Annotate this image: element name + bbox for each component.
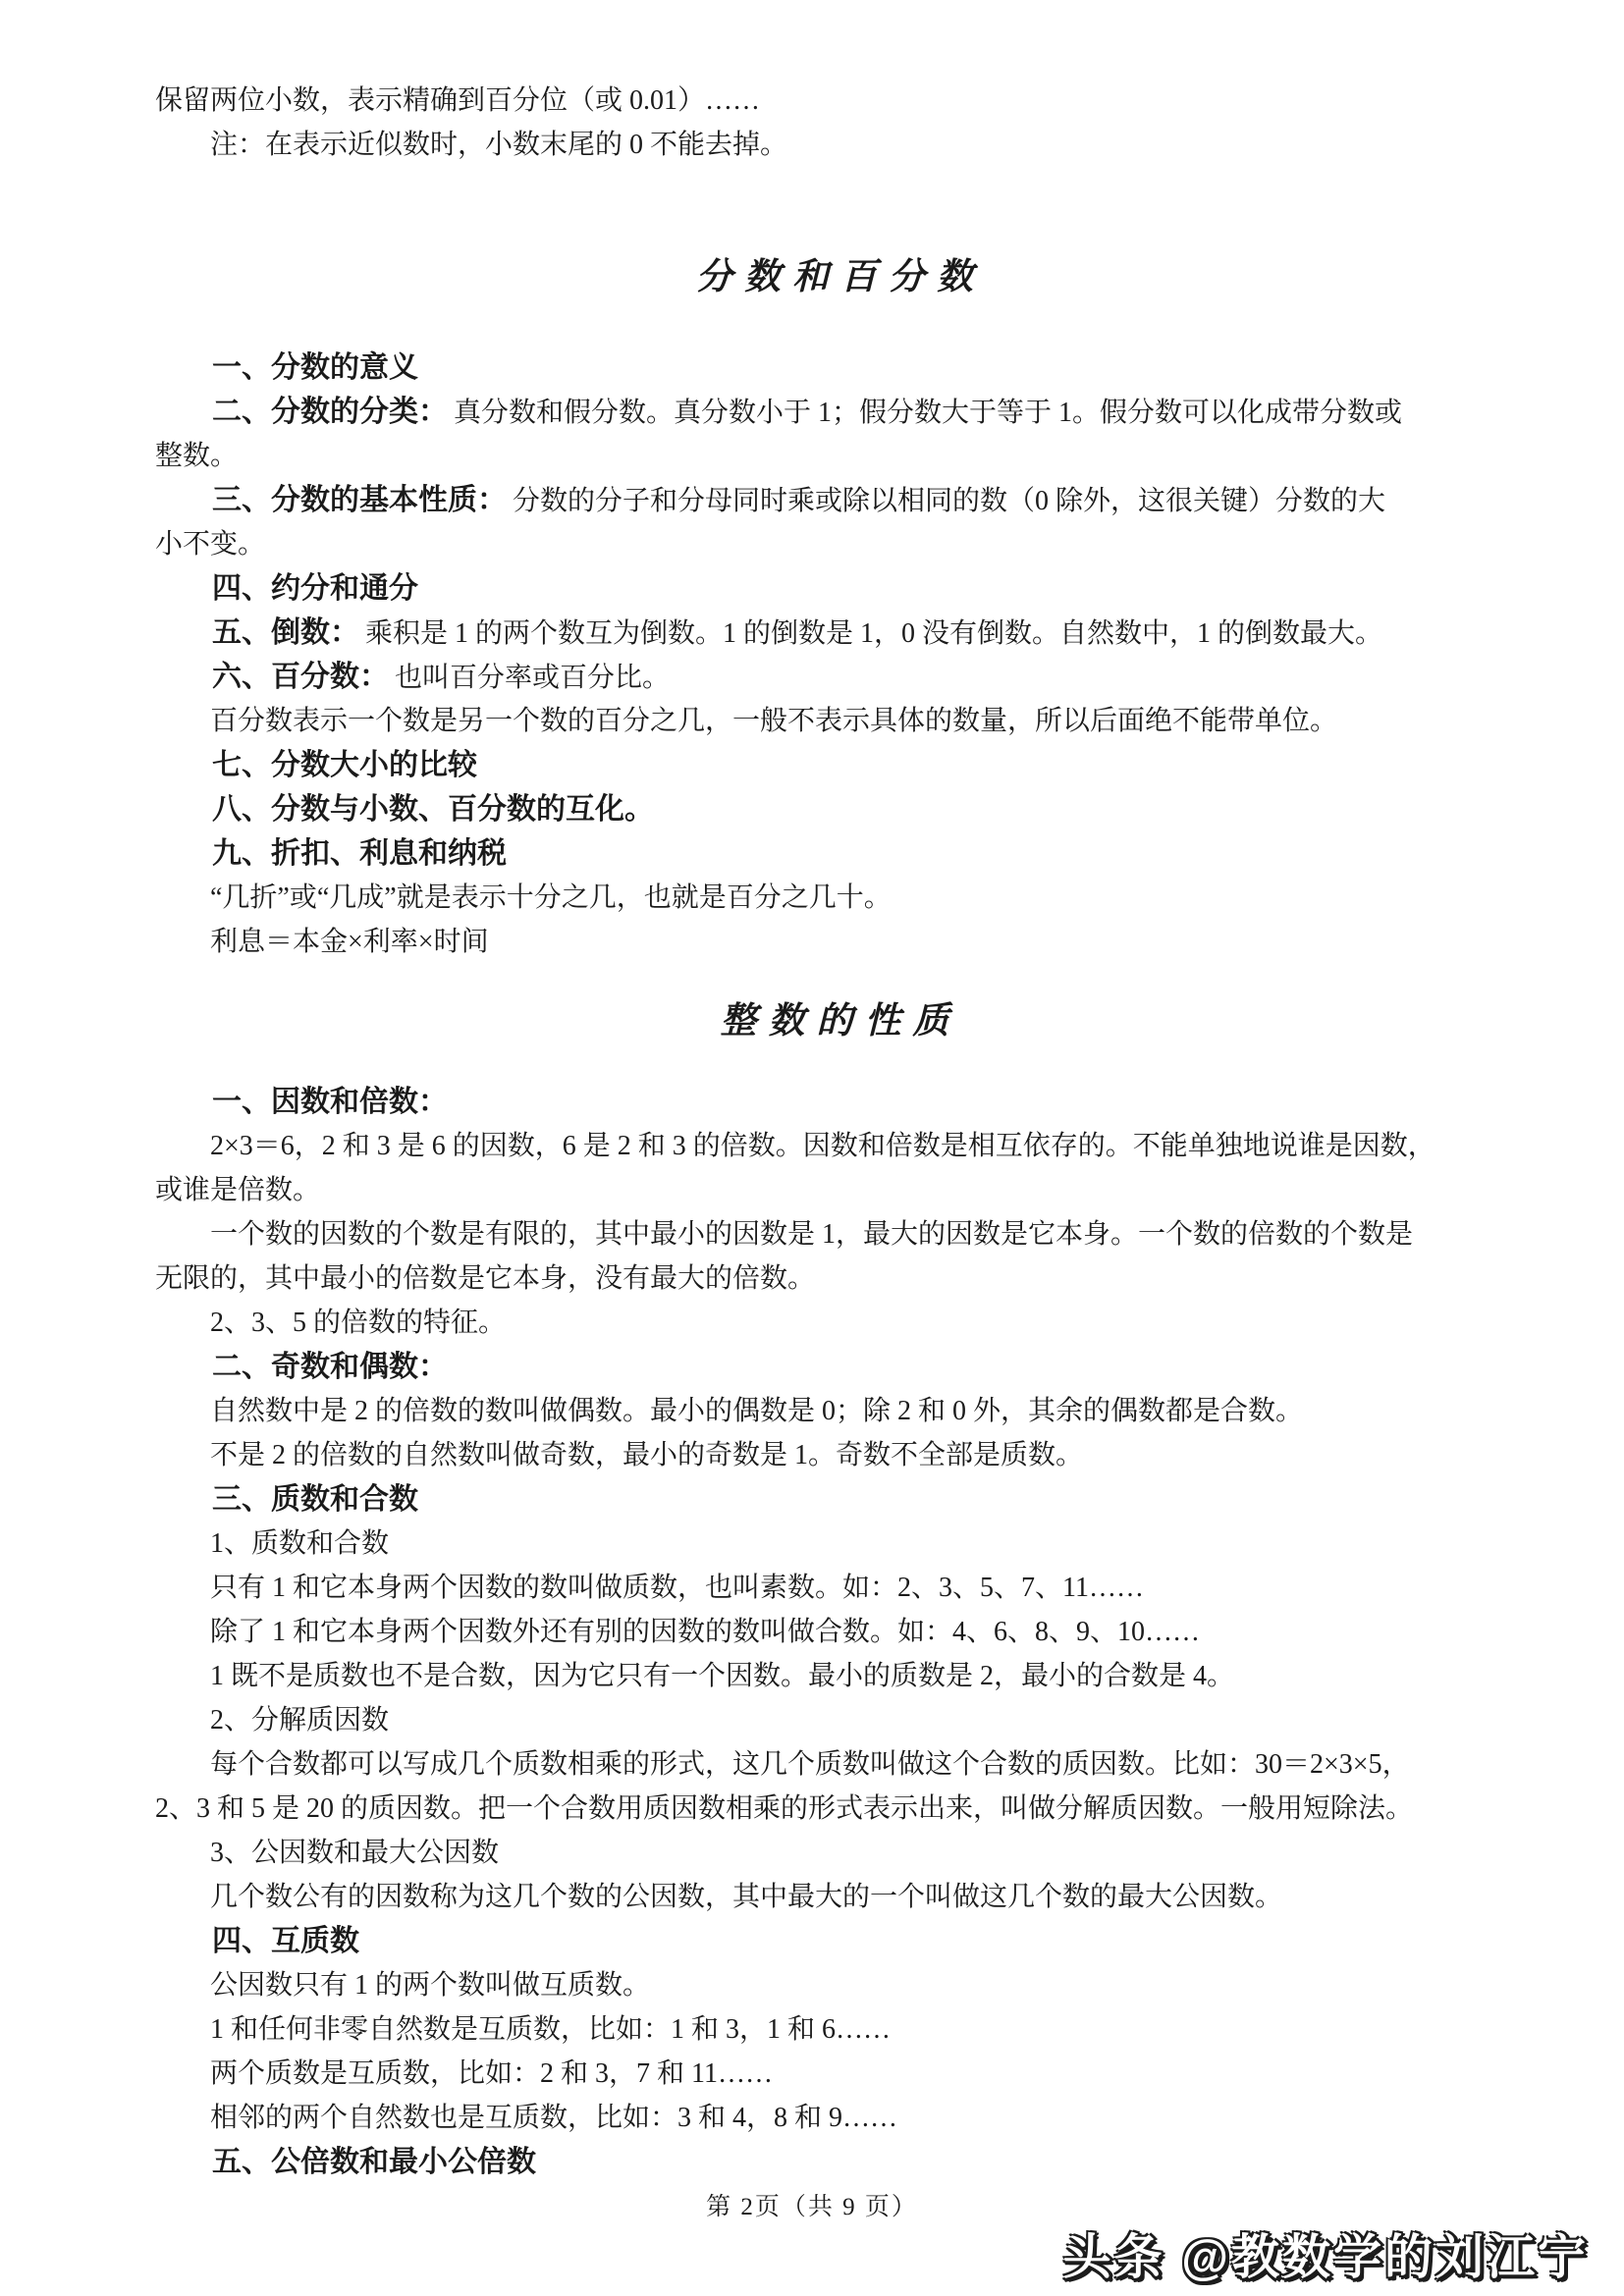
- text-line: 一个数的因数的个数是有限的，其中最小的因数是 1，最大的因数是它本身。一个数的倍数的个数是: [210, 1219, 1414, 1250]
- section-heading: [155, 390, 1526, 434]
- text-line: 或谁是倍数。: [155, 1175, 321, 1205]
- text-line: 自然数中是 2 的倍数的数叫做偶数。最小的偶数是 0；除 2 和 0 外，其余的偶数都是合数。: [210, 1396, 1304, 1426]
- section-heading: 一、因数和倍数：: [212, 1086, 448, 1118]
- text-line: 2×3＝6，2 和 3 是 6 的因数，6 是 2 和 3 的倍数。因数和倍数是相互依存的。不能单独地说谁是因数，: [210, 1131, 1435, 1161]
- text-line: 保留两位小数，表示精确到百分位（或 0.01）……: [155, 85, 761, 116]
- text-line: 除了 1 和它本身两个因数外还有别的因数的数叫做合数。如：4、6、8、9、10……: [210, 1617, 1201, 1647]
- section-heading: 二、奇数和偶数：: [212, 1351, 448, 1383]
- document-content: [155, 79, 1526, 2184]
- text-line: 3、公因数和最大公因数: [210, 1838, 500, 1868]
- text-line: 百分数表示一个数是另一个数的百分之几，一般不表示具体的数量，所以后面绝不能带单位。: [210, 706, 1338, 736]
- section-heading: 三、质数和合数: [212, 1483, 418, 1516]
- text-line: 1 和任何非零自然数是互质数，比如：1 和 3，1 和 6……: [210, 2014, 892, 2045]
- section-heading: [155, 611, 1526, 655]
- text-line: 利息＝本金×利率×时间: [210, 927, 489, 957]
- heading-run-in-text: 真分数和假分数。真分数小于 1；假分数大于等于 1。假分数可以化成带分数或: [454, 398, 1403, 428]
- text-line: 只有 1 和它本身两个因数的数叫做质数，也叫素数。如：2、3、5、7、11……: [210, 1573, 1144, 1603]
- text-line: “几折”或“几成”就是表示十分之几，也就是百分之几十。: [210, 882, 892, 913]
- text-line: 1、质数和合数: [210, 1528, 390, 1559]
- text-line: 2、3、5 的倍数的特征。: [210, 1308, 507, 1338]
- text-line: 无限的，其中最小的倍数是它本身，没有最大的倍数。: [155, 1263, 816, 1294]
- text-line: 小不变。: [155, 529, 266, 560]
- heading-label: 三、分数的基本性质：: [212, 484, 507, 516]
- text-line: 两个质数是互质数，比如：2 和 3，7 和 11……: [210, 2058, 773, 2089]
- section-heading: 九、折扣、利息和纳税: [212, 837, 507, 870]
- section-heading: 四、互质数: [212, 1925, 359, 1957]
- section-heading: 四、约分和通分: [212, 572, 418, 605]
- heading-run-in-text: 乘积是 1 的两个数互为倒数。1 的倒数是 1，0 没有倒数。自然数中，1 的倒数最大。: [365, 618, 1383, 649]
- section-heading: [155, 655, 1526, 699]
- page-footer: 第 2页（共 9 页）: [706, 2194, 918, 2220]
- text-line: 2、3 和 5 是 20 的质因数。把一个合数用质因数相乘的形式表示出来，叫做分解质因数。一般用短除法。: [155, 1793, 1414, 1824]
- text-line: 相邻的两个自然数也是互质数，比如：3 和 4，8 和 9……: [210, 2103, 898, 2133]
- heading-run-in-text: 也叫百分率或百分比。: [395, 663, 671, 693]
- text-line: 注：在表示近似数时，小数末尾的 0 不能去掉。: [210, 130, 788, 160]
- text-line: 2、分解质因数: [210, 1705, 390, 1735]
- text-line: 公因数只有 1 的两个数叫做互质数。: [210, 1970, 651, 2001]
- heading-label: 二、分数的分类：: [212, 396, 448, 428]
- watermark: 头条 @教数学的刘江宁: [1062, 2231, 1589, 2284]
- heading-label: 六、百分数：: [212, 661, 389, 693]
- heading-run-in-text: 分数的分子和分母同时乘或除以相同的数（0 除外，这很关键）分数的大: [513, 486, 1386, 516]
- heading-label: 五、倒数：: [212, 616, 359, 649]
- text-line: 1 既不是质数也不是合数，因为它只有一个因数。最小的质数是 2，最小的合数是 4。: [210, 1661, 1235, 1691]
- section-heading: 七、分数大小的比较: [212, 749, 477, 781]
- section-title: 分数和百分数: [696, 254, 985, 297]
- text-line: 几个数公有的因数称为这几个数的公因数，其中最大的一个叫做这几个数的最大公因数。: [210, 1882, 1283, 1912]
- text-line: 不是 2 的倍数的自然数叫做奇数，最小的奇数是 1。奇数不全部是质数。: [210, 1440, 1084, 1470]
- section-heading: 五、公倍数和最小公倍数: [212, 2146, 536, 2178]
- section-heading: 一、分数的意义: [212, 351, 418, 384]
- text-line: 整数。: [155, 441, 239, 471]
- section-title: 整数的性质: [720, 998, 961, 1041]
- section-heading: 八、分数与小数、百分数的互化。: [212, 793, 654, 826]
- section-heading: [155, 478, 1526, 522]
- text-line: 每个合数都可以写成几个质数相乘的形式，这几个质数叫做这个合数的质因数。比如：30＝2×3×5，: [210, 1749, 1410, 1780]
